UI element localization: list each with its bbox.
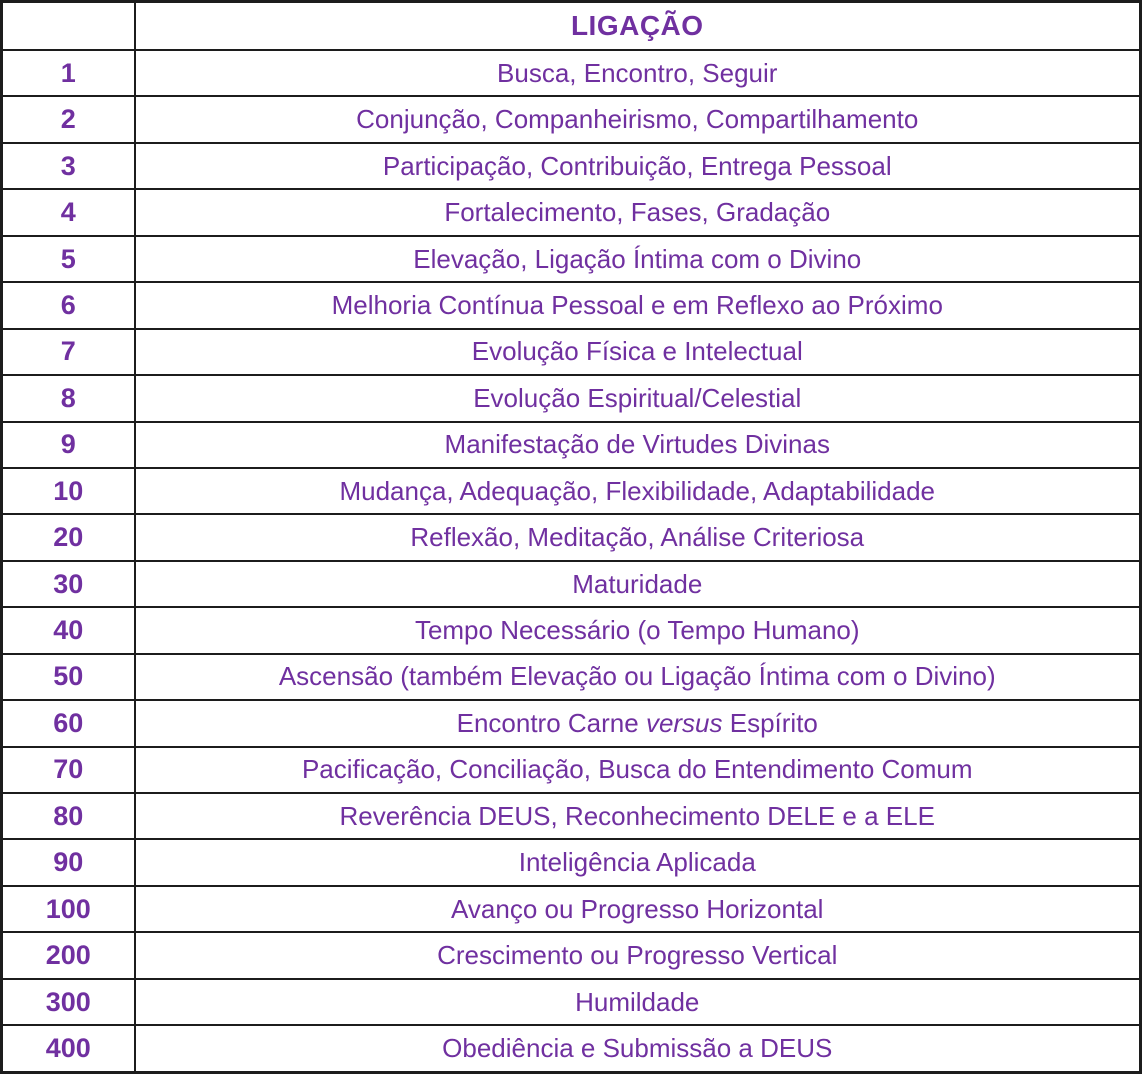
row-number: 80 <box>2 793 135 839</box>
row-description <box>135 839 1141 885</box>
row-description <box>135 886 1141 932</box>
row-number: 10 <box>2 468 135 514</box>
row-number: 4 <box>2 189 135 235</box>
table-title: LIGAÇÃO <box>135 2 1141 51</box>
description-segment: Evolução Espiritual/Celestial <box>473 382 802 413</box>
description-segment: Manifestação de Virtudes Divinas <box>444 429 830 460</box>
table-row <box>2 282 1141 328</box>
description-segment: Maturidade <box>572 568 703 599</box>
row-number: 90 <box>2 839 135 885</box>
description-segment: Inteligência Aplicada <box>518 847 756 878</box>
description-segment: Participação, Contribuição, Entrega Pessoal <box>382 150 892 181</box>
table-row <box>2 468 1141 514</box>
row-number: 300 <box>2 979 135 1025</box>
table-row <box>2 50 1141 96</box>
table-row <box>2 1025 1141 1072</box>
table-row <box>2 189 1141 235</box>
table-row <box>2 979 1141 1025</box>
table-row <box>2 143 1141 189</box>
row-number: 70 <box>2 747 135 793</box>
row-description <box>135 607 1141 653</box>
row-number: 100 <box>2 886 135 932</box>
row-number: 8 <box>2 375 135 421</box>
row-description <box>135 329 1141 375</box>
header-empty-cell <box>2 2 135 51</box>
table-row <box>2 607 1141 653</box>
description-segment: Reverência DEUS, Reconhecimento DELE e a ELE <box>339 800 935 831</box>
description-segment: Espírito <box>722 707 818 738</box>
table-row <box>2 422 1141 468</box>
row-description <box>135 700 1141 746</box>
row-number: 400 <box>2 1025 135 1072</box>
description-segment: Ascensão (também Elevação ou Ligação Íntima com o Divino) <box>278 661 996 692</box>
table-row <box>2 654 1141 700</box>
table-row <box>2 932 1141 978</box>
description-segment: Obediência e Submissão a DEUS <box>442 1033 833 1064</box>
table-row <box>2 839 1141 885</box>
row-number: 6 <box>2 282 135 328</box>
row-description <box>135 979 1141 1025</box>
ligacao-table-body <box>2 2 1141 1073</box>
description-segment: Avanço ou Progresso Horizontal <box>451 893 824 924</box>
row-description <box>135 50 1141 96</box>
row-number: 3 <box>2 143 135 189</box>
header-row <box>2 2 1141 51</box>
row-number: 20 <box>2 514 135 560</box>
description-segment: Evolução Física e Intelectual <box>471 336 803 367</box>
description-segment: Mudança, Adequação, Flexibilidade, Adaptabilidade <box>339 475 936 506</box>
row-number: 200 <box>2 932 135 978</box>
row-description <box>135 932 1141 978</box>
row-description <box>135 468 1141 514</box>
row-number: 60 <box>2 700 135 746</box>
row-description <box>135 793 1141 839</box>
table-row <box>2 561 1141 607</box>
row-description <box>135 1025 1141 1072</box>
description-segment: Elevação, Ligação Íntima com o Divino <box>413 243 862 274</box>
row-description <box>135 422 1141 468</box>
description-segment: Encontro Carne <box>456 707 646 738</box>
row-number: 30 <box>2 561 135 607</box>
row-number: 40 <box>2 607 135 653</box>
row-number: 7 <box>2 329 135 375</box>
table-row <box>2 514 1141 560</box>
description-segment: Conjunção, Companheirismo, Compartilhamento <box>356 104 919 135</box>
row-number: 5 <box>2 236 135 282</box>
description-segment: Reflexão, Meditação, Análise Criteriosa <box>410 522 865 553</box>
description-italic-segment: versus <box>645 707 723 738</box>
row-description <box>135 189 1141 235</box>
table-row <box>2 700 1141 746</box>
table-row <box>2 886 1141 932</box>
row-number: 1 <box>2 50 135 96</box>
table-row <box>2 747 1141 793</box>
table-row <box>2 96 1141 142</box>
description-segment: Pacificação, Conciliação, Busca do Entendimento Comum <box>301 754 973 785</box>
description-segment: Busca, Encontro, Seguir <box>497 57 778 88</box>
row-description <box>135 514 1141 560</box>
row-number: 50 <box>2 654 135 700</box>
row-description <box>135 282 1141 328</box>
row-description <box>135 236 1141 282</box>
row-description <box>135 561 1141 607</box>
row-description <box>135 747 1141 793</box>
table-row <box>2 375 1141 421</box>
row-number: 2 <box>2 96 135 142</box>
description-segment: Fortalecimento, Fases, Gradação <box>444 197 831 228</box>
description-segment: Melhoria Contínua Pessoal e em Reflexo ao Próximo <box>331 289 943 320</box>
table-row <box>2 329 1141 375</box>
table-row <box>2 236 1141 282</box>
description-segment: Tempo Necessário (o Tempo Humano) <box>414 615 860 646</box>
description-segment: Crescimento ou Progresso Vertical <box>437 940 838 971</box>
table-row <box>2 793 1141 839</box>
row-description <box>135 375 1141 421</box>
row-description <box>135 96 1141 142</box>
row-description <box>135 143 1141 189</box>
description-segment: Humildade <box>575 986 700 1017</box>
row-number: 9 <box>2 422 135 468</box>
row-description <box>135 654 1141 700</box>
